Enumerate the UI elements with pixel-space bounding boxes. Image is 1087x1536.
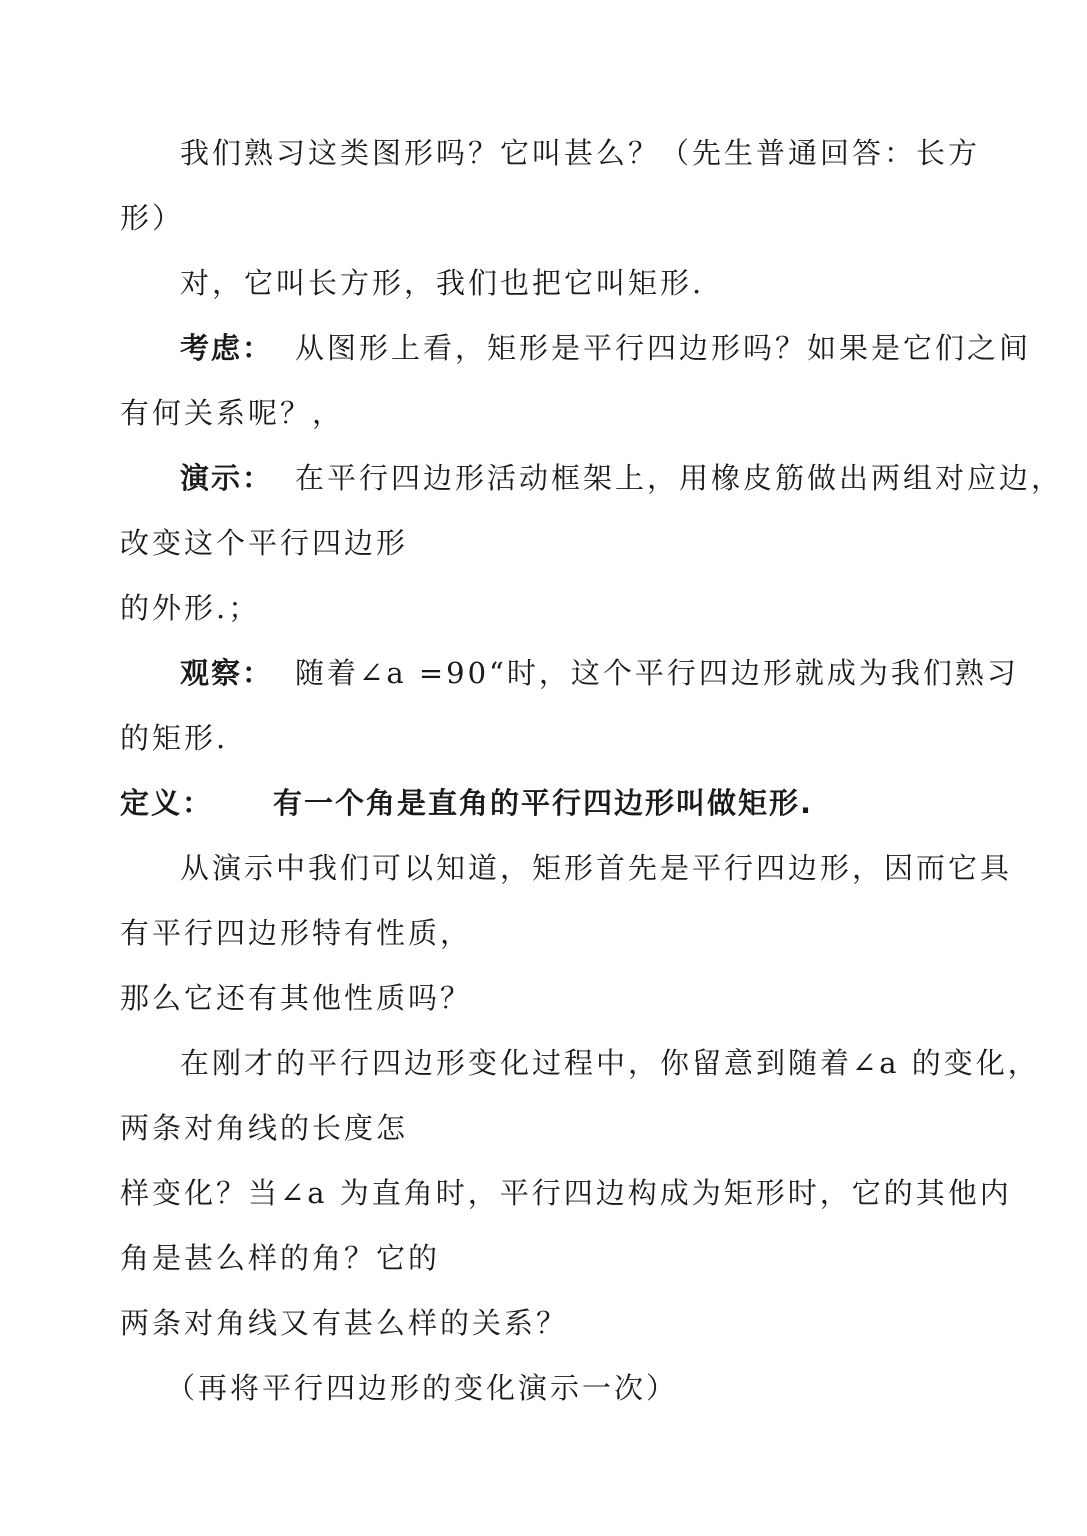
paragraph-intro-line-2: 形）	[120, 201, 185, 235]
paragraph-observe-line-2: 的矩形.	[120, 721, 229, 755]
paragraph-question-line-3: 样变化？当∠a 为直角时，平行四边构成为矩形时，它的其他内	[120, 1176, 1012, 1210]
paragraph-rectangle-name: 对，它叫长方形，我们也把它叫矩形.	[180, 266, 705, 300]
think-text-1: 从图形上看，矩形是平行四边形吗？如果是它们之间	[295, 331, 1032, 365]
definition-label: 定义：	[120, 786, 214, 820]
paragraph-question-line-5: 两条对角线又有甚么样的关系？	[120, 1306, 569, 1340]
paragraph-intro-line-1: 我们熟习这类图形吗？它叫甚么？（先生普通回答：长方	[180, 136, 981, 170]
paragraph-think-line-2: 有何关系呢？，	[120, 396, 345, 430]
think-label: 考虑：	[180, 331, 274, 365]
demo-label: 演示：	[180, 461, 274, 495]
definition-text: 有一个角是直角的平行四边形叫做矩形.	[273, 786, 814, 820]
paragraph-demo-line-2: 改变这个平行四边形	[120, 526, 409, 560]
paragraph-definition	[120, 783, 813, 823]
paragraph-observe-line-1	[180, 653, 1019, 693]
paragraph-question-line-2: 两条对角线的长度怎	[120, 1111, 409, 1145]
observe-text-1: 随着∠a =90“时，这个平行四边形就成为我们熟习	[295, 656, 1019, 690]
paragraph-repeat-demo: （再将平行四边形的变化演示一次）	[166, 1371, 679, 1405]
paragraph-demo-line-1	[180, 458, 1063, 498]
paragraph-properties-line-3: 那么它还有其他性质吗？	[120, 981, 473, 1015]
paragraph-demo-line-3: 的外形.；	[120, 591, 261, 625]
demo-text-1: 在平行四边形活动框架上，用橡皮筋做出两组对应边，	[295, 461, 1064, 495]
paragraph-properties-line-2: 有平行四边形特有性质，	[120, 916, 473, 950]
observe-label: 观察：	[180, 656, 274, 690]
paragraph-think-line-1	[180, 328, 1031, 368]
paragraph-question-line-1: 在刚才的平行四边形变化过程中，你留意到随着∠a 的变化，	[180, 1046, 1040, 1080]
paragraph-question-line-4: 角是甚么样的角？它的	[120, 1241, 441, 1275]
paragraph-properties-line-1: 从演示中我们可以知道，矩形首先是平行四边形，因而它具	[180, 851, 1013, 885]
